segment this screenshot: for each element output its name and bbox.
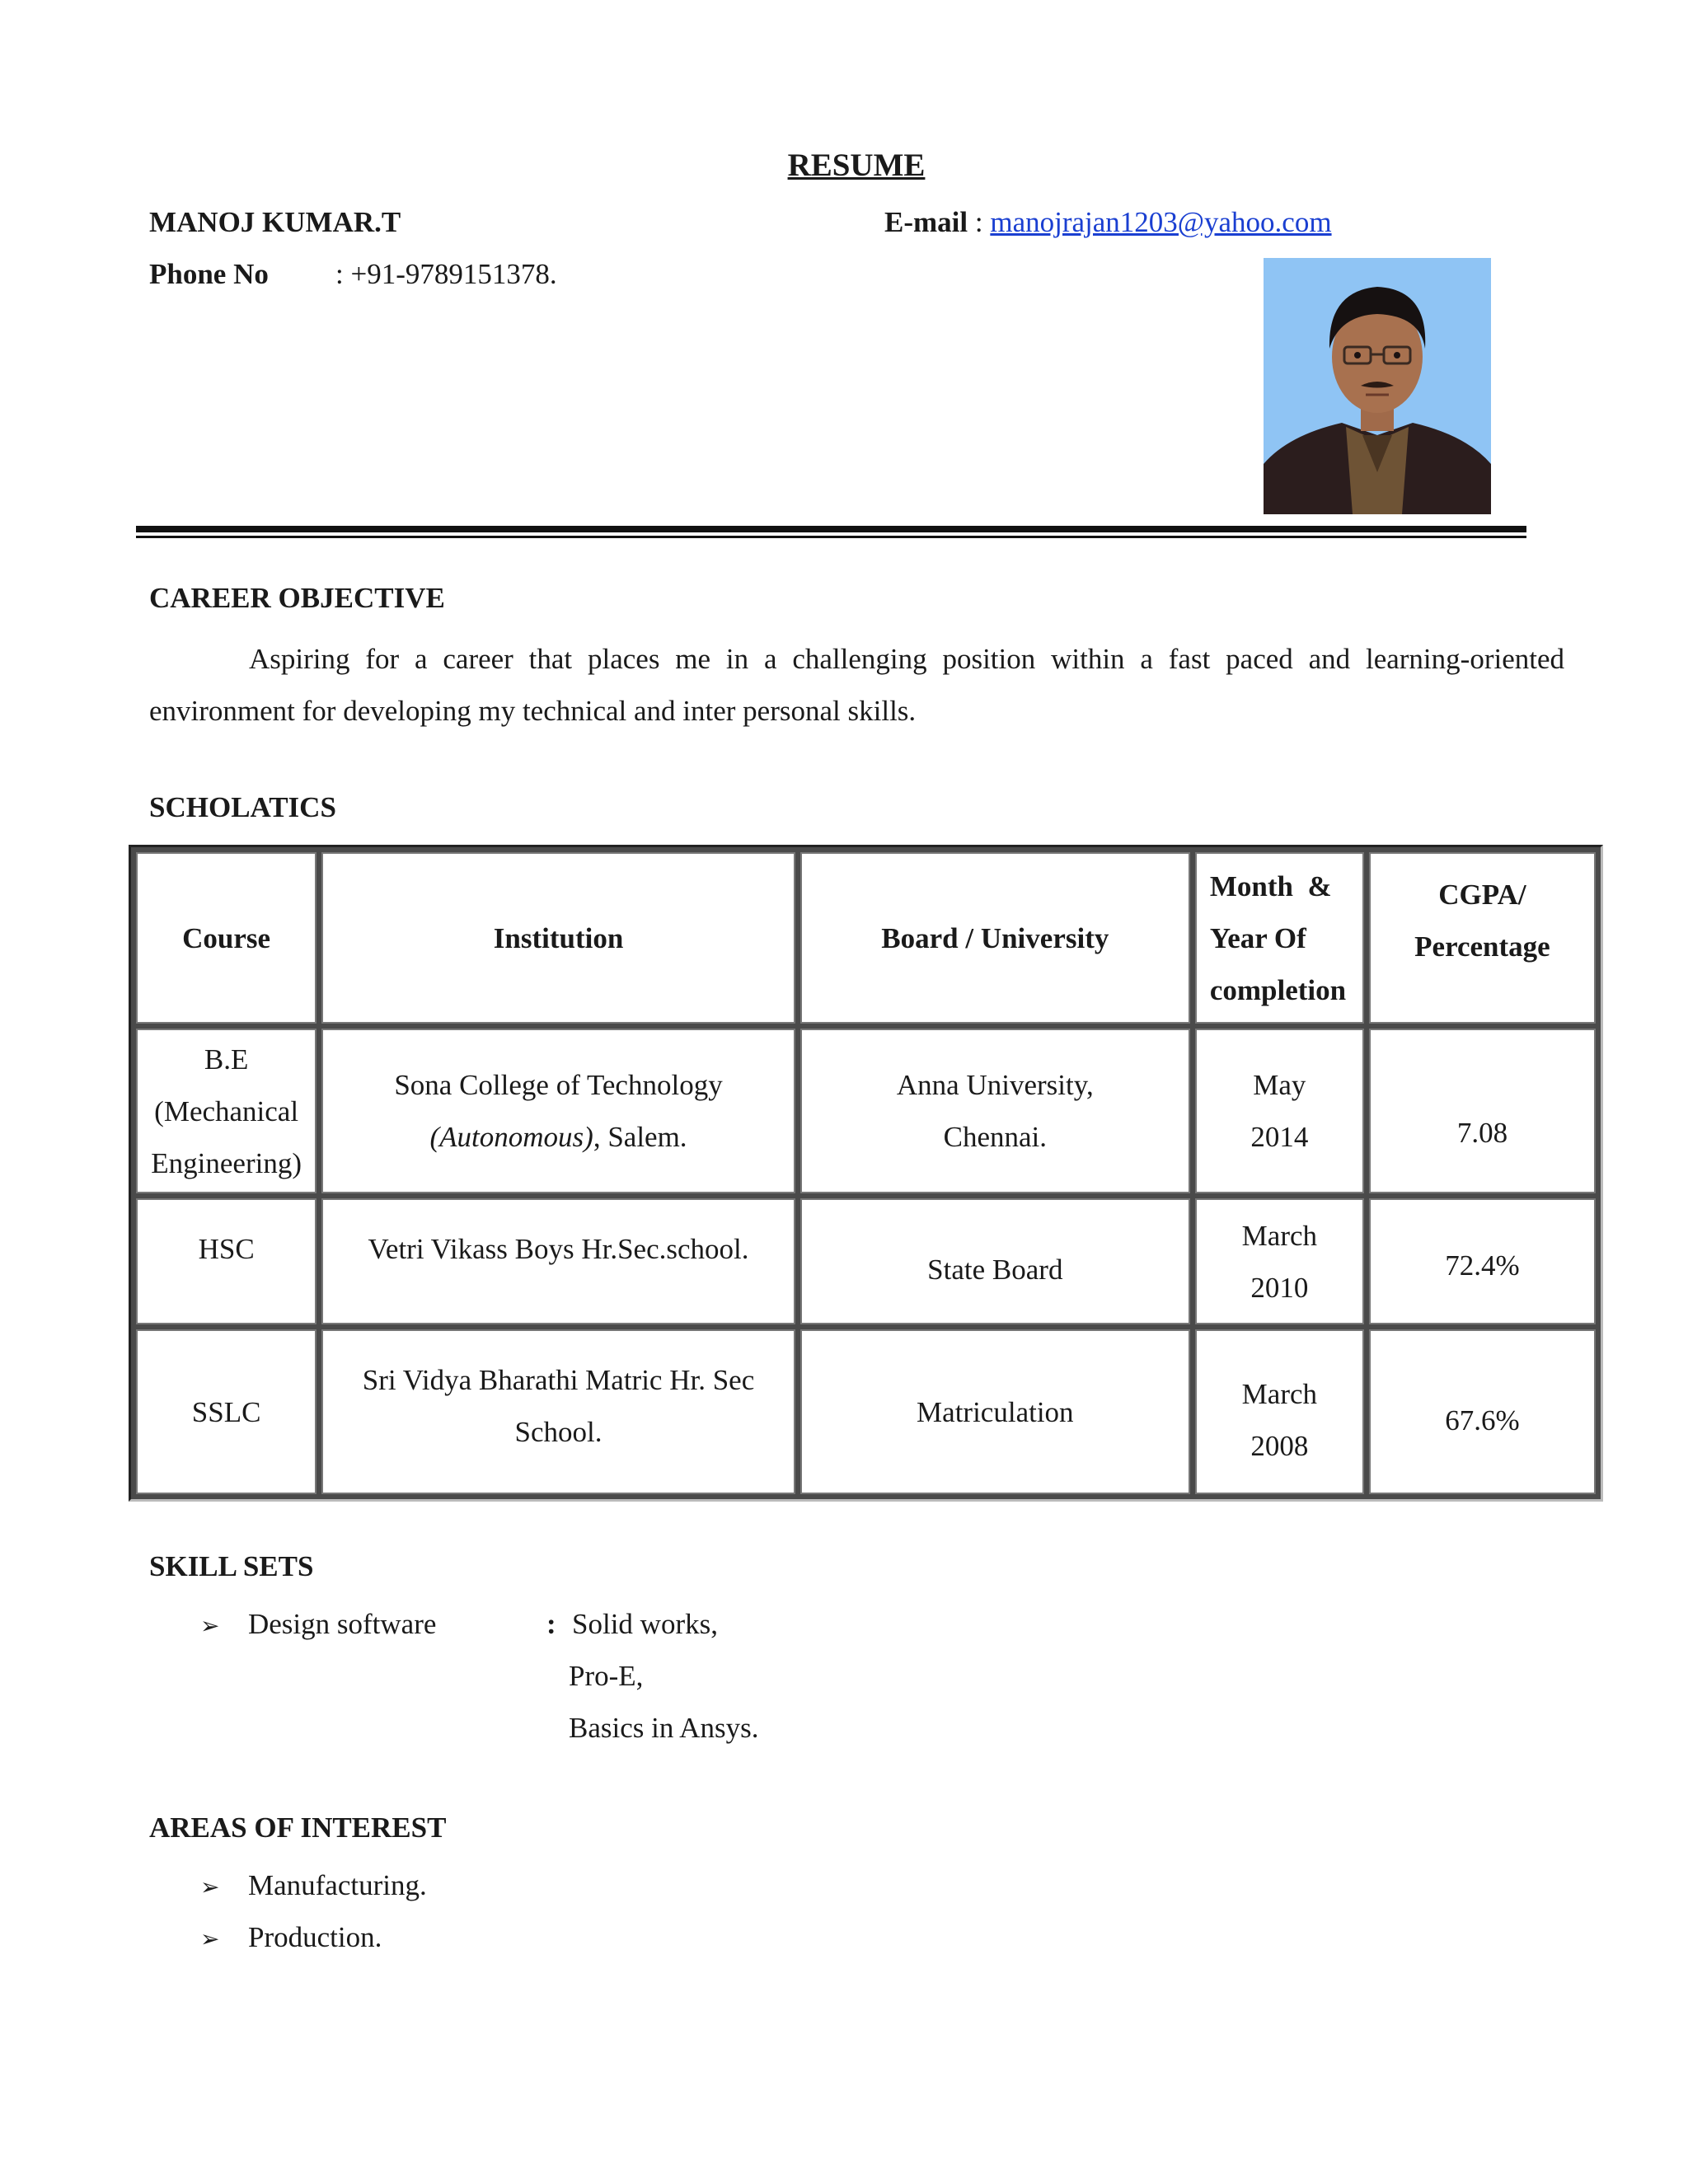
cell-course: HSC (136, 1198, 316, 1324)
scholastics-table (129, 845, 1603, 1502)
col-header-course: Course (136, 852, 316, 1024)
career-objective-text: Aspiring for a career that places me in a challenging position within a fast paced and learning-oriented environment for developing my technical and inter personal skills. (149, 643, 1564, 727)
interest-item: Production. (248, 1921, 382, 1953)
cell-board: Anna University, Chennai. (800, 1029, 1190, 1193)
arrow-bullet-icon: ➢ (200, 1614, 220, 1639)
skill-bullet (200, 1598, 219, 1652)
table-row (136, 1198, 1596, 1324)
interest-bullet (200, 1859, 219, 1914)
email-label: E-mail (884, 206, 968, 238)
skill-sets-heading: SKILL SETS (149, 1550, 314, 1582)
skill-value: Basics in Ansys. (569, 1712, 759, 1744)
col-header-board: Board / University (800, 852, 1190, 1024)
cell-course: SSLC (136, 1329, 316, 1494)
career-objective-heading: CAREER OBJECTIVE (149, 582, 445, 614)
cell-board: Matriculation (800, 1329, 1190, 1494)
cell-score: 7.08 (1369, 1029, 1596, 1193)
cell-institution: Sona College of Technology (Autonomous), Salem. (321, 1029, 795, 1193)
phone-value: : +91-9789151378. (335, 258, 557, 290)
skill-colon: : (546, 1608, 556, 1640)
header-divider-thin (136, 536, 1526, 538)
cell-score: 72.4% (1369, 1198, 1596, 1324)
email-link[interactable]: manojrajan1203@yahoo.com (990, 206, 1332, 238)
skill-value: Pro-E, (569, 1660, 644, 1692)
areas-of-interest-heading: AREAS OF INTEREST (149, 1811, 447, 1844)
scholastics-heading: SCHOLATICS (149, 791, 336, 823)
interest-bullet (200, 1911, 219, 1966)
email-row (884, 206, 1332, 239)
email-separator: : (968, 206, 991, 238)
table-row (136, 1329, 1596, 1494)
skill-label: Design software (248, 1608, 437, 1640)
col-header-institution: Institution (321, 852, 795, 1024)
table-header-row (136, 852, 1596, 1024)
profile-photo-image (1264, 258, 1491, 514)
arrow-bullet-icon: ➢ (200, 1927, 220, 1952)
cell-institution: Sri Vidya Bharathi Matric Hr. Sec School. (321, 1329, 795, 1494)
cell-score: 67.6% (1369, 1329, 1596, 1494)
candidate-name: MANOJ KUMAR.T (149, 206, 401, 238)
cell-board: State Board (800, 1198, 1190, 1324)
cell-completion: March 2010 (1195, 1198, 1364, 1324)
phone-label: Phone No (149, 258, 269, 290)
arrow-bullet-icon: ➢ (200, 1875, 220, 1900)
profile-photo (1264, 258, 1491, 514)
cell-completion: March 2008 (1195, 1329, 1364, 1494)
cell-institution: Vetri Vikass Boys Hr.Sec.school. (321, 1198, 795, 1324)
resume-title: RESUME (787, 148, 926, 183)
col-header-year: Month & Year Of completion (1195, 852, 1364, 1024)
header-divider (136, 526, 1526, 532)
col-header-cgpa: CGPA/ Percentage (1369, 852, 1596, 1024)
cell-completion: May 2014 (1195, 1029, 1364, 1193)
interest-item: Manufacturing. (248, 1869, 427, 1901)
skill-value: Solid works, (572, 1608, 718, 1640)
cell-course: B.E (Mechanical Engineering) (136, 1029, 316, 1193)
table-row (136, 1029, 1596, 1193)
